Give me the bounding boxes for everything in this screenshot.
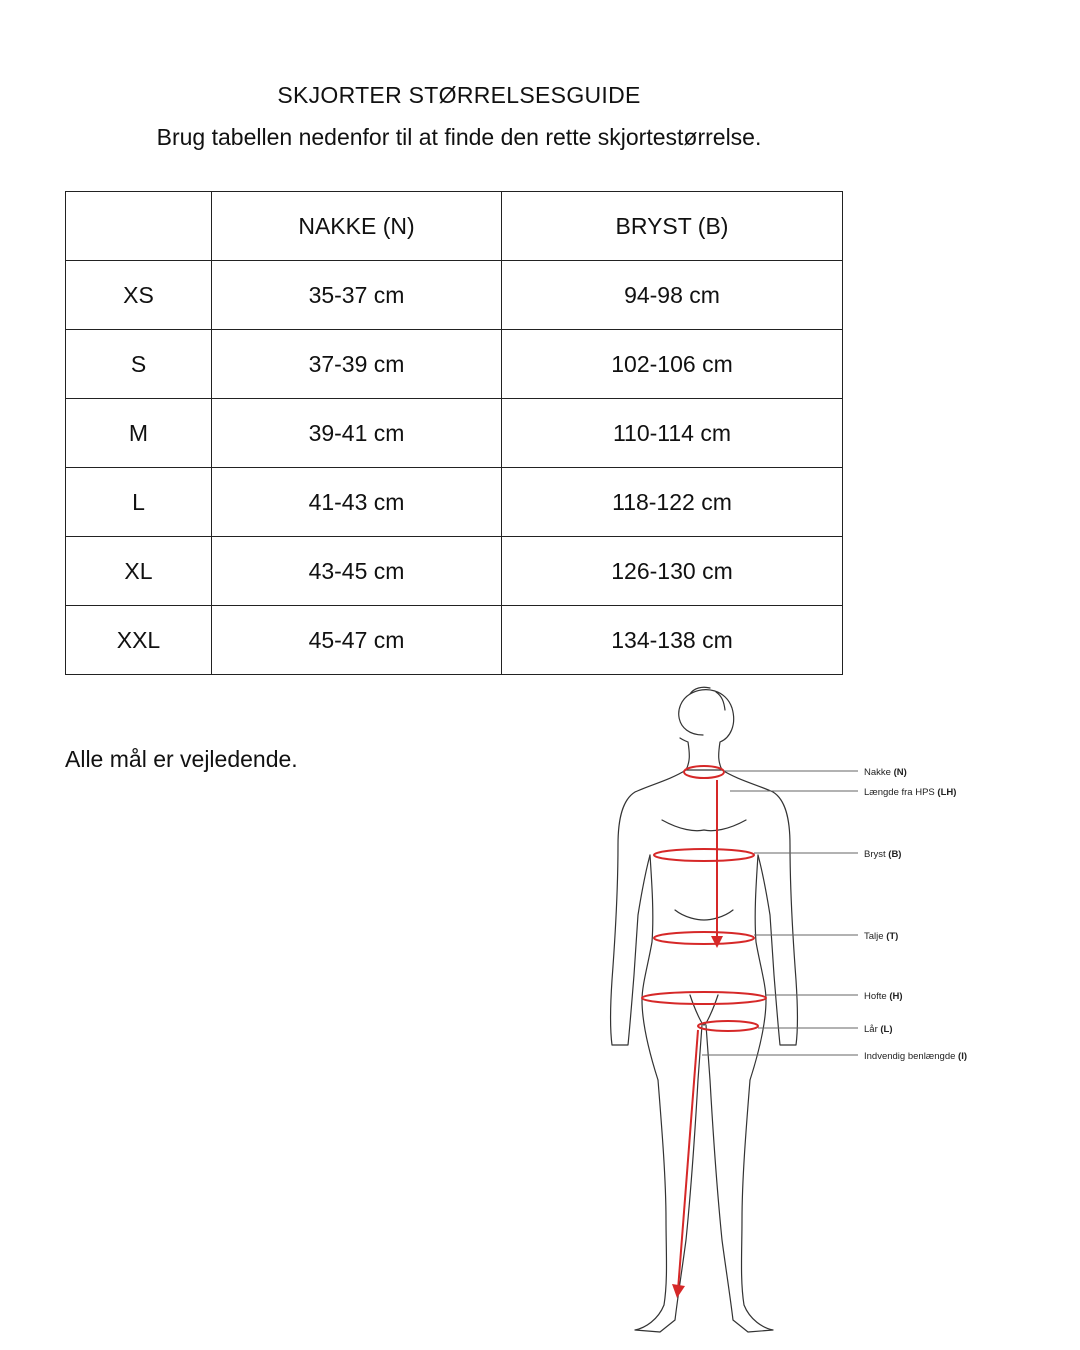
- label-waist: Talje (T): [864, 931, 899, 942]
- label-neck: Nakke (N): [864, 767, 907, 778]
- table-row: [66, 399, 843, 468]
- size-cell: XS: [66, 261, 212, 330]
- leader-lines: [702, 771, 858, 1055]
- measurement-labels: [864, 767, 967, 1062]
- neck-cell: 41-43 cm: [212, 468, 502, 537]
- column-header-chest: BRYST (B): [502, 192, 843, 261]
- body-outline: [611, 687, 798, 1332]
- label-thigh: Lår (L): [864, 1024, 893, 1035]
- chest-cell: 134-138 cm: [502, 606, 843, 675]
- table-row: [66, 537, 843, 606]
- size-cell: S: [66, 330, 212, 399]
- label-length-hps: Længde fra HPS (LH): [864, 787, 957, 798]
- page-title: SKJORTER STØRRELSESGUIDE: [277, 82, 641, 108]
- chest-cell: 102-106 cm: [502, 330, 843, 399]
- measurement-marks: [642, 766, 766, 1298]
- page-subtitle: Brug tabellen nedenfor til at finde den rette skjortestørrelse.: [156, 124, 762, 150]
- chest-cell: 110-114 cm: [502, 399, 843, 468]
- neck-cell: 43-45 cm: [212, 537, 502, 606]
- chest-cell: 118-122 cm: [502, 468, 843, 537]
- size-cell: XL: [66, 537, 212, 606]
- label-inseam: Indvendig benlængde (I): [864, 1051, 967, 1062]
- size-cell: L: [66, 468, 212, 537]
- column-header-size: [66, 192, 212, 261]
- table-header-row: [66, 192, 843, 261]
- chest-cell: 94-98 cm: [502, 261, 843, 330]
- table-row: [66, 606, 843, 675]
- table-row: [66, 330, 843, 399]
- table-row: [66, 261, 843, 330]
- neck-cell: 35-37 cm: [212, 261, 502, 330]
- disclaimer-note: Alle mål er vejledende.: [65, 746, 298, 772]
- column-header-neck: NAKKE (N): [212, 192, 502, 261]
- size-cell: XXL: [66, 606, 212, 675]
- neck-cell: 45-47 cm: [212, 606, 502, 675]
- neck-cell: 39-41 cm: [212, 399, 502, 468]
- body-measurement-figure: [590, 680, 1010, 1345]
- size-cell: M: [66, 399, 212, 468]
- table-row: [66, 468, 843, 537]
- neck-cell: 37-39 cm: [212, 330, 502, 399]
- size-table: [65, 191, 843, 675]
- chest-cell: 126-130 cm: [502, 537, 843, 606]
- label-hip: Hofte (H): [864, 991, 903, 1002]
- label-chest: Bryst (B): [864, 849, 902, 860]
